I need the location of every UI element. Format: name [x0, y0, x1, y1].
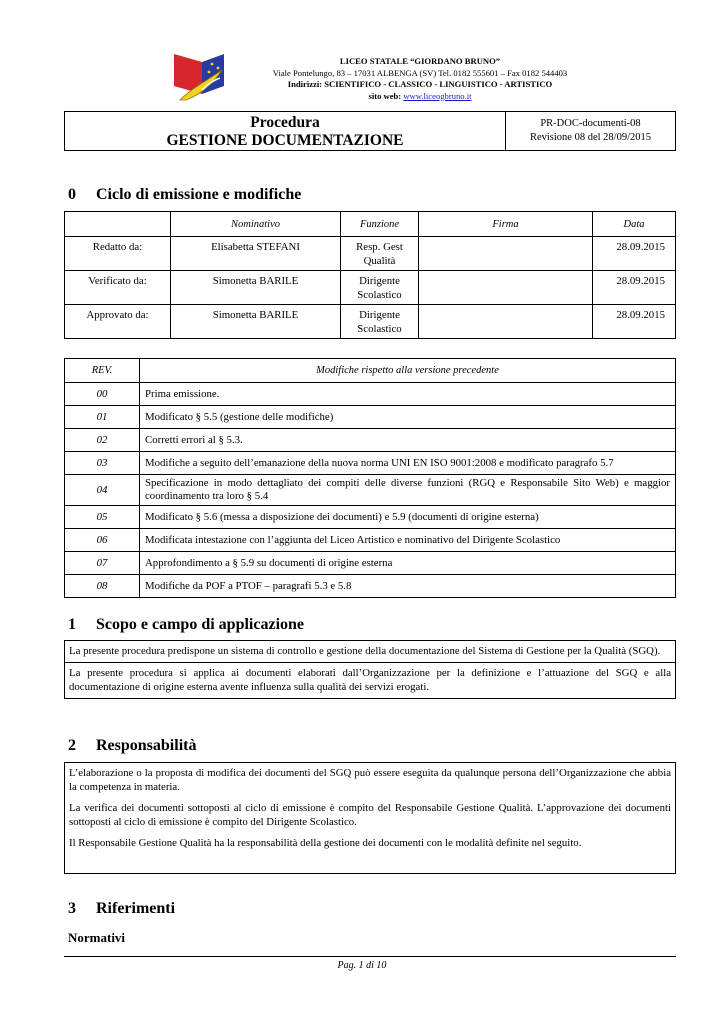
table-row: [65, 383, 676, 406]
rev-desc-cell: Modificata intestazione con l’aggiunta del Liceo Artistico e nominativo del Dirigente Scolastico: [140, 529, 676, 552]
section-number: 0: [68, 186, 76, 203]
table-header: Modifiche rispetto alla versione precedente: [140, 359, 676, 383]
section-2-heading: [68, 737, 196, 755]
website-link[interactable]: www.liceogbruno.it: [403, 90, 472, 101]
table-header: REV.: [65, 359, 140, 383]
table-row: [65, 552, 676, 575]
table-row: [65, 406, 676, 429]
rev-desc-cell: Modifiche da POF a PTOF – paragrafi 5.3 e 5.8: [140, 575, 676, 598]
rev-desc-cell: Corretti errori al § 5.3.: [140, 429, 676, 452]
table-row: [65, 305, 676, 339]
role-cell: Approvato da:: [65, 305, 171, 339]
date-cell: 28.09.2015: [593, 271, 676, 305]
name-cell: Simonetta BARILE: [171, 271, 341, 305]
rev-cell: 00: [65, 383, 140, 406]
section-title: Ciclo di emissione e modifiche: [96, 186, 302, 203]
section-number: 1: [68, 616, 76, 633]
signature-cell: [419, 237, 593, 271]
section-title: Responsabilità: [96, 737, 197, 754]
website-label: sito web:: [368, 90, 402, 101]
section-2-box: [64, 762, 676, 874]
revision-table: [64, 358, 676, 598]
table-header: Data: [593, 212, 676, 237]
rev-cell: 03: [65, 452, 140, 475]
signature-cell: [419, 305, 593, 339]
paragraph: La verifica dei documenti sottoposti al ciclo di emissione è compito del Responsabile Gestione Qualità. L’approvazione dei documenti sottoposti al ciclo di emissione è compito del Dirigente Scolastico.: [69, 802, 671, 828]
school-name: LICEO STATALE “GIORDANO BRUNO”: [339, 56, 501, 66]
rev-desc-cell: Modifiche a seguito dell’emanazione della nuova norma UNI EN ISO 9001:2008 e modificato paragrafo 5.7: [140, 452, 676, 475]
page-number: Pag. 1 di 10: [337, 960, 387, 971]
rev-cell: 08: [65, 575, 140, 598]
date-cell: 28.09.2015: [593, 305, 676, 339]
title-line2: GESTIONE DOCUMENTAZIONE: [166, 132, 404, 149]
name-cell: Simonetta BARILE: [171, 305, 341, 339]
rev-cell: 05: [65, 506, 140, 529]
rev-cell: 04: [65, 475, 140, 506]
document-revision: Revisione 08 del 28/09/2015: [529, 132, 652, 143]
table-row: [65, 506, 676, 529]
section-3-heading: [68, 900, 175, 918]
rev-cell: 07: [65, 552, 140, 575]
paragraph: L’elaborazione o la proposta di modifica dei documenti del SGQ può essere eseguita da qualunque persona dell’Organizzazione che abbia la competenza in materia.: [69, 767, 671, 793]
rev-desc-cell: Specificazione in modo dettagliato dei compiti delle diverse funzioni (RGQ e Responsabile Sito Web) e maggior coordinamento tra loro § 5.4: [140, 475, 676, 506]
rev-desc-cell: Prima emissione.: [140, 383, 676, 406]
document-title-box: [64, 111, 676, 151]
signature-cell: [419, 271, 593, 305]
school-website: [240, 91, 600, 103]
section-1-box: [64, 640, 676, 699]
school-indirizzi: Indirizzi: SCIENTIFICO - CLASSICO - LINGUISTICO - ARTISTICO: [287, 79, 553, 89]
table-row: [65, 475, 676, 506]
table-row: [65, 429, 676, 452]
paragraph: La presente procedura si applica ai documenti elaborati dall’Organizzazione per la definizione e l’attuazione del SGQ e alla documentazione di origine esterna avente influenza sulla qualità dei servizi erogati.: [65, 662, 675, 698]
rev-desc-cell: Approfondimento a § 5.9 su documenti di origine esterna: [140, 552, 676, 575]
school-logo: [172, 50, 234, 102]
table-header: Firma: [419, 212, 593, 237]
table-row: [65, 529, 676, 552]
paragraph: La presente procedura predispone un sistema di controllo e gestione della documentazione del Sistema di Gestione per la Qualità (SGQ).: [69, 645, 661, 657]
section-0-heading: [68, 186, 301, 204]
table-row: [65, 575, 676, 598]
school-address: Viale Pontelungo, 83 – 17031 ALBENGA (SV) Tel. 0182 555601 – Fax 0182 544403: [272, 67, 568, 78]
table-row: [65, 237, 676, 271]
title-line1: Procedura: [250, 114, 320, 131]
section-number: 3: [68, 900, 76, 917]
rev-cell: 06: [65, 529, 140, 552]
document-title: [65, 112, 505, 152]
section-1-heading: [68, 616, 304, 634]
table-header-row: [65, 359, 676, 383]
table-header: [65, 212, 171, 237]
name-cell: Elisabetta STEFANI: [171, 237, 341, 271]
function-cell: Resp. Gest Qualità: [341, 237, 419, 271]
rev-desc-cell: Modificato § 5.5 (gestione delle modifiche): [140, 406, 676, 429]
document-code-box: [505, 112, 675, 150]
emission-table: [64, 211, 676, 339]
rev-desc-cell: Modificato § 5.6 (messa a disposizione dei documenti) e 5.9 (documenti di origine esterna): [140, 506, 676, 529]
paragraph: Il Responsabile Gestione Qualità ha la responsabilità della gestione dei documenti con le modalità definite nel seguito.: [69, 837, 582, 849]
letterhead: [240, 56, 600, 102]
footer-divider: [64, 956, 676, 957]
function-cell: Dirigente Scolastico: [341, 305, 419, 339]
subsection-title: Normativi: [68, 930, 126, 945]
section-title: Scopo e campo di applicazione: [96, 616, 305, 633]
function-cell: Dirigente Scolastico: [341, 271, 419, 305]
role-cell: Verificato da:: [65, 271, 171, 305]
rev-cell: 01: [65, 406, 140, 429]
section-title: Riferimenti: [96, 900, 176, 917]
date-cell: 28.09.2015: [593, 237, 676, 271]
section-number: 2: [68, 737, 76, 754]
table-header: Nominativo: [171, 212, 341, 237]
table-row: [65, 271, 676, 305]
document-code: PR-DOC-documenti-08: [540, 118, 641, 129]
rev-cell: 02: [65, 429, 140, 452]
table-header-row: [65, 212, 676, 237]
table-header: Funzione: [341, 212, 419, 237]
role-cell: Redatto da:: [65, 237, 171, 271]
table-row: [65, 452, 676, 475]
